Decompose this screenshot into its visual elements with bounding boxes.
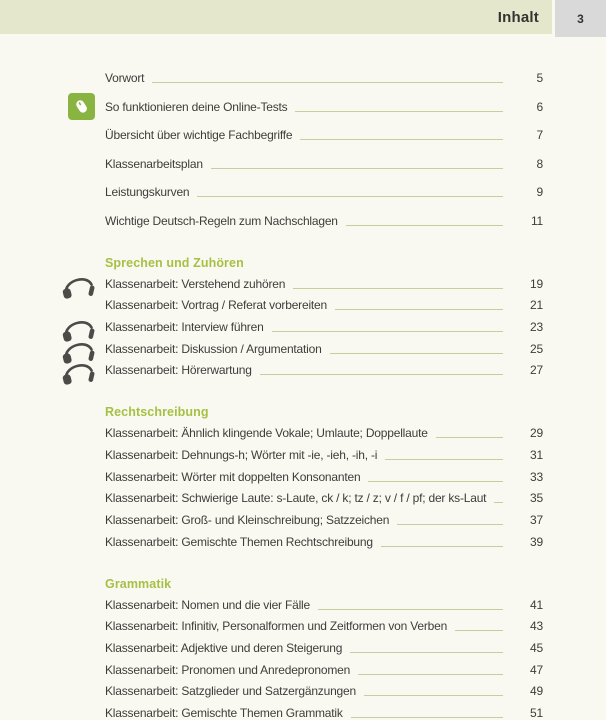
- page-number-box: [555, 0, 606, 37]
- headphones-icon: [61, 273, 98, 301]
- section-heading: Sprechen und Zuhören: [105, 255, 244, 270]
- toc-entry-page: 31: [530, 447, 543, 462]
- section-heading: Rechtschreibung: [105, 405, 209, 420]
- leader-line: [351, 717, 503, 718]
- leader-line: [358, 674, 503, 675]
- toc-entry: [105, 297, 543, 313]
- leader-line: [152, 82, 503, 83]
- toc-entry-title: Klassenarbeit: Gemischte Themen Rechtschreibung: [105, 534, 373, 549]
- toc-entry: [105, 127, 543, 143]
- toc-entry-page: 21: [530, 298, 543, 313]
- section-heading: Grammatik: [105, 576, 172, 591]
- leader-line: [295, 111, 503, 112]
- table-of-contents: [105, 70, 543, 720]
- toc-entry-page: 6: [536, 99, 543, 114]
- toc-entry-page: 8: [536, 156, 543, 171]
- toc-entry-title: Klassenarbeit: Ähnlich klingende Vokale; Umlaute; Doppellaute: [105, 426, 428, 441]
- toc-entry-title: So funktionieren deine Online-Tests: [105, 99, 288, 114]
- toc-entry-page: 35: [530, 491, 543, 506]
- headphones-icon: [61, 359, 98, 387]
- toc-entry-page: 49: [530, 684, 543, 699]
- toc-entry-page: 39: [530, 534, 543, 549]
- toc-entry-page: 47: [530, 662, 543, 677]
- toc-entry-page: 19: [530, 276, 543, 291]
- leader-line: [381, 546, 503, 547]
- leader-line: [335, 309, 503, 310]
- page-number: 3: [577, 11, 584, 26]
- toc-entry: [105, 425, 543, 441]
- toc-entry: [105, 99, 543, 115]
- leader-line: [272, 331, 503, 332]
- leader-line: [330, 353, 503, 354]
- toc-intro-list: [105, 70, 543, 229]
- toc-entry: [105, 276, 543, 292]
- toc-entry-page: 45: [530, 641, 543, 656]
- toc-section: [105, 255, 543, 379]
- toc-entry-title: Klassenarbeit: Adjektive und deren Steigerung: [105, 641, 343, 656]
- toc-section: [105, 576, 543, 720]
- leader-line: [494, 502, 503, 503]
- toc-entry-page: 51: [530, 706, 543, 720]
- leader-line: [364, 695, 503, 696]
- toc-entry-title: Klassenarbeit: Vortrag / Referat vorbereiten: [105, 298, 327, 313]
- section-rows: [105, 276, 543, 379]
- page-title: Inhalt: [497, 8, 539, 26]
- toc-entry: [105, 618, 543, 634]
- toc-entry-page: 29: [530, 426, 543, 441]
- toc-section-list: [105, 255, 543, 720]
- toc-entry-title: Klassenarbeit: Hörerwartung: [105, 363, 252, 378]
- toc-entry-page: 11: [530, 213, 543, 228]
- leader-line: [260, 374, 503, 375]
- leader-line: [455, 630, 503, 631]
- toc-entry-title: Klassenarbeit: Nomen und die vier Fälle: [105, 597, 310, 612]
- toc-entry-title: Klassenarbeit: Pronomen und Anredepronomen: [105, 662, 351, 677]
- toc-entry: [105, 683, 543, 699]
- toc-entry-title: Klassenarbeit: Schwierige Laute: s-Laute, ck / k; tz / z; v / f / pf; der ks-Laut: [105, 491, 487, 506]
- toc-entry: [105, 705, 543, 720]
- leader-line: [397, 524, 503, 525]
- leader-line: [436, 437, 503, 438]
- toc-entry-page: 33: [530, 469, 543, 484]
- toc-entry-page: 27: [530, 363, 543, 378]
- toc-section: [105, 404, 543, 549]
- toc-entry: [105, 469, 543, 485]
- toc-entry: [105, 662, 543, 678]
- toc-entry-title: Klassenarbeit: Infinitiv, Personalformen und Zeitformen von Verben: [105, 619, 448, 634]
- toc-entry-title: Klassenarbeit: Diskussion / Argumentation: [105, 341, 322, 356]
- toc-entry: [105, 534, 543, 550]
- leader-line: [211, 168, 503, 169]
- toc-entry-page: 37: [530, 513, 543, 527]
- toc-entry: [105, 512, 543, 528]
- toc-entry: [105, 213, 543, 229]
- toc-entry: [105, 362, 543, 378]
- toc-entry-title: Klassenarbeit: Dehnungs-h; Wörter mit -ie, -ieh, -ih, -i: [105, 447, 378, 462]
- leader-line: [293, 288, 503, 289]
- toc-entry-title: Klassenarbeit: Wörter mit doppelten Konsonanten: [105, 469, 361, 484]
- leader-line: [300, 139, 503, 140]
- toc-entry-title: Wichtige Deutsch-Regeln zum Nachschlagen: [105, 213, 338, 228]
- toc-entry: [105, 490, 543, 506]
- toc-entry-page: 7: [536, 128, 543, 142]
- toc-entry: [105, 319, 543, 335]
- toc-entry-page: 25: [530, 341, 543, 356]
- toc-entry-title: Klassenarbeit: Gemischte Themen Grammatik: [105, 706, 343, 720]
- toc-entry: [105, 70, 543, 86]
- leader-line: [346, 225, 503, 226]
- toc-entry: [105, 184, 543, 200]
- leader-line: [350, 652, 503, 653]
- toc-entry-title: Klassenarbeit: Verstehend zuhören: [105, 276, 286, 291]
- leader-line: [318, 609, 503, 610]
- leader-line: [368, 481, 503, 482]
- toc-entry: [105, 640, 543, 656]
- toc-entry-title: Klassenarbeitsplan: [105, 156, 203, 171]
- toc-entry: [105, 447, 543, 463]
- toc-entry-page: 43: [530, 619, 543, 634]
- section-rows: [105, 597, 543, 720]
- toc-entry-page: 23: [530, 319, 543, 334]
- toc-entry-page: 9: [536, 185, 543, 199]
- toc-entry-title: Übersicht über wichtige Fachbegriffe: [105, 128, 293, 142]
- toc-entry: [105, 156, 543, 172]
- toc-entry-page: 5: [536, 71, 543, 85]
- section-rows: [105, 425, 543, 549]
- leader-line: [385, 459, 503, 460]
- header-bar: [0, 0, 552, 34]
- toc-entry-title: Klassenarbeit: Groß- und Kleinschreibung; Satzzeichen: [105, 513, 390, 527]
- toc-entry: [105, 597, 543, 613]
- toc-entry-title: Vorwort: [105, 71, 145, 85]
- leader-line: [197, 196, 503, 197]
- toc-entry-title: Klassenarbeit: Satzglieder und Satzergänzungen: [105, 684, 356, 699]
- mouse-icon: [68, 93, 95, 120]
- toc-entry: [105, 341, 543, 357]
- toc-entry-title: Klassenarbeit: Interview führen: [105, 319, 264, 334]
- toc-entry-title: Leistungskurven: [105, 185, 190, 199]
- toc-entry-page: 41: [530, 597, 543, 612]
